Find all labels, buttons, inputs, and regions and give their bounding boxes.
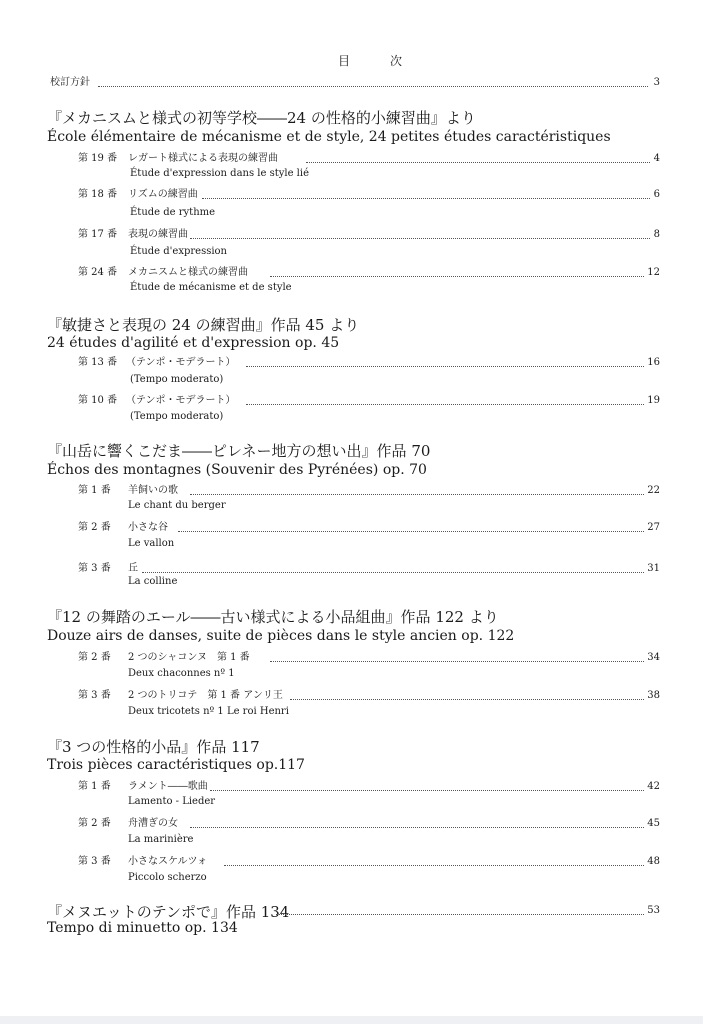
page-number: 27 xyxy=(647,522,660,533)
dot-leader xyxy=(178,521,644,532)
entry-title-fr: La marinière xyxy=(128,834,194,845)
dot-leader xyxy=(142,562,644,573)
entry-number: 第 24 番 xyxy=(78,267,118,278)
entry-title-jp: 2 つのシャコンヌ 第 1 番 xyxy=(128,652,250,663)
entry-number: 第 1 番 xyxy=(78,781,111,792)
page-number: 45 xyxy=(647,818,660,829)
entry-title-fr: La colline xyxy=(128,576,178,587)
page-number: 12 xyxy=(647,267,660,278)
entry-number: 第 13 番 xyxy=(78,357,118,368)
dot-leader xyxy=(270,266,644,277)
entry-number: 第 17 番 xyxy=(78,229,118,240)
entry-title-jp: 表現の練習曲 xyxy=(128,229,188,240)
toc-entry[interactable] xyxy=(0,817,660,831)
entry-title-fr: (Tempo moderato) xyxy=(130,374,224,385)
page-number: 19 xyxy=(647,395,660,406)
entry-title-fr: Lamento - Lieder xyxy=(128,796,216,807)
entry-title-jp: 舟漕ぎの女 xyxy=(128,818,178,829)
entry-title-fr: Deux chaconnes nº 1 xyxy=(128,668,235,679)
entry-title-jp: 小さなスケルツォ xyxy=(128,856,208,867)
dot-leader xyxy=(190,817,644,828)
page-number: 6 xyxy=(653,189,660,200)
toc-entry[interactable] xyxy=(0,562,660,576)
entry-title-jp: ラメント――歌曲 xyxy=(128,781,208,792)
dot-leader xyxy=(224,855,644,866)
page-number: 38 xyxy=(647,690,660,701)
dot-leader xyxy=(246,394,644,405)
page-number: 48 xyxy=(647,856,660,867)
section-title-fr: Échos des montagnes (Souvenir des Pyrénées) op. 70 xyxy=(47,462,427,478)
toc-entry[interactable] xyxy=(0,855,660,869)
entry-number: 第 3 番 xyxy=(78,856,111,867)
entry-number: 第 2 番 xyxy=(78,652,111,663)
page-number: 53 xyxy=(647,905,660,916)
entry-title-fr: Le vallon xyxy=(128,538,175,549)
toc-entry[interactable] xyxy=(0,394,660,408)
section-title-jp: 『12 の舞踏のエール――古い様式による小品組曲』作品 122 より xyxy=(47,608,499,626)
entry-title-jp: 丘 xyxy=(128,563,138,574)
section-title-fr: Douze airs de danses, suite de pièces dans le style ancien op. 122 xyxy=(47,628,515,644)
section-title-jp: 『メヌエットのテンポで』作品 134 xyxy=(47,903,290,921)
dot-leader xyxy=(98,76,648,87)
section-title-jp: 『メカニスムと様式の初等学校――24 の性格的小練習曲』より xyxy=(47,109,476,127)
toc-entry[interactable] xyxy=(0,484,660,498)
toc-entry[interactable] xyxy=(0,188,660,202)
entry-title-fr: Étude de rythme xyxy=(130,207,216,218)
section-title-jp: 『3 つの性格的小品』作品 117 xyxy=(47,738,260,756)
toc-entry[interactable] xyxy=(0,521,660,535)
toc-entry[interactable] xyxy=(0,266,660,280)
page-number: 34 xyxy=(647,652,660,663)
entry-number: 第 19 番 xyxy=(78,153,118,164)
toc-entry[interactable] xyxy=(0,228,660,242)
page-number: 22 xyxy=(647,485,660,496)
dot-leader xyxy=(270,651,644,662)
entry-number: 第 10 番 xyxy=(78,395,118,406)
dot-leader xyxy=(210,780,644,791)
entry-number: 第 2 番 xyxy=(78,818,111,829)
entry-number: 第 2 番 xyxy=(78,522,111,533)
entry-label: 校訂方針 xyxy=(50,77,90,88)
dot-leader xyxy=(276,904,644,915)
entry-title-jp: リズムの練習曲 xyxy=(128,189,198,200)
dot-leader xyxy=(190,484,644,495)
entry-title-fr: Étude d'expression xyxy=(130,246,227,257)
toc-entry[interactable] xyxy=(0,780,660,794)
entry-title-fr: (Tempo moderato) xyxy=(130,411,224,422)
dot-leader xyxy=(202,188,650,199)
toc-entry[interactable] xyxy=(0,152,660,166)
entry-title-fr: Deux tricotets nº 1 Le roi Henri xyxy=(128,706,289,717)
entry-title-fr: Le chant du berger xyxy=(128,500,226,511)
section-title-jp: 『山岳に響くこだま――ピレネー地方の想い出』作品 70 xyxy=(47,442,431,460)
page-number: 42 xyxy=(647,781,660,792)
toc-row-preface[interactable] xyxy=(0,76,660,90)
page-number: 31 xyxy=(647,563,660,574)
section-title-fr: Trois pièces caractéristiques op.117 xyxy=(47,757,305,773)
entry-title-jp: レガート様式による表現の練習曲 xyxy=(128,153,278,164)
page-number: 8 xyxy=(653,229,660,240)
entry-title-fr: Étude de mécanisme et de style xyxy=(130,282,292,293)
dot-leader xyxy=(190,228,650,239)
dot-leader xyxy=(246,356,644,367)
dot-leader xyxy=(290,689,644,700)
entry-title-jp: メカニスムと様式の練習曲 xyxy=(128,267,248,278)
section-title-fr: Tempo di minuetto op. 134 xyxy=(47,920,238,936)
toc-entry[interactable] xyxy=(0,356,660,370)
toc-entry[interactable] xyxy=(0,651,660,665)
bottom-strip xyxy=(0,1016,703,1024)
section-title-fr: 24 études d'agilité et d'expression op. 45 xyxy=(47,335,340,351)
entry-title-jp: 小さな谷 xyxy=(128,522,168,533)
section-title-fr: École élémentaire de mécanisme et de style, 24 petites études caractéristiques xyxy=(47,129,611,145)
entry-title-fr: Piccolo scherzo xyxy=(128,872,207,883)
entry-title-jp: 羊飼いの歌 xyxy=(128,485,178,496)
entry-number: 第 18 番 xyxy=(78,189,118,200)
entry-title-jp: （テンポ・モデラート） xyxy=(126,357,236,368)
page-number: 4 xyxy=(653,153,660,164)
dot-leader xyxy=(306,152,650,163)
toc-entry[interactable] xyxy=(0,689,660,703)
entry-number: 第 3 番 xyxy=(78,690,111,701)
entry-title-jp: （テンポ・モデラート） xyxy=(126,395,236,406)
page-number: 16 xyxy=(647,357,660,368)
toc-title: 目 次 xyxy=(338,54,417,68)
entry-number: 第 1 番 xyxy=(78,485,111,496)
entry-title-fr: Étude d'expression dans le style lié xyxy=(130,168,309,179)
section-title-jp: 『敏捷さと表現の 24 の練習曲』作品 45 より xyxy=(47,316,360,334)
page-number: 3 xyxy=(653,77,660,88)
entry-number: 第 3 番 xyxy=(78,563,111,574)
entry-title-jp: 2 つのトリコテ 第 1 番 アンリ王 xyxy=(128,690,283,701)
